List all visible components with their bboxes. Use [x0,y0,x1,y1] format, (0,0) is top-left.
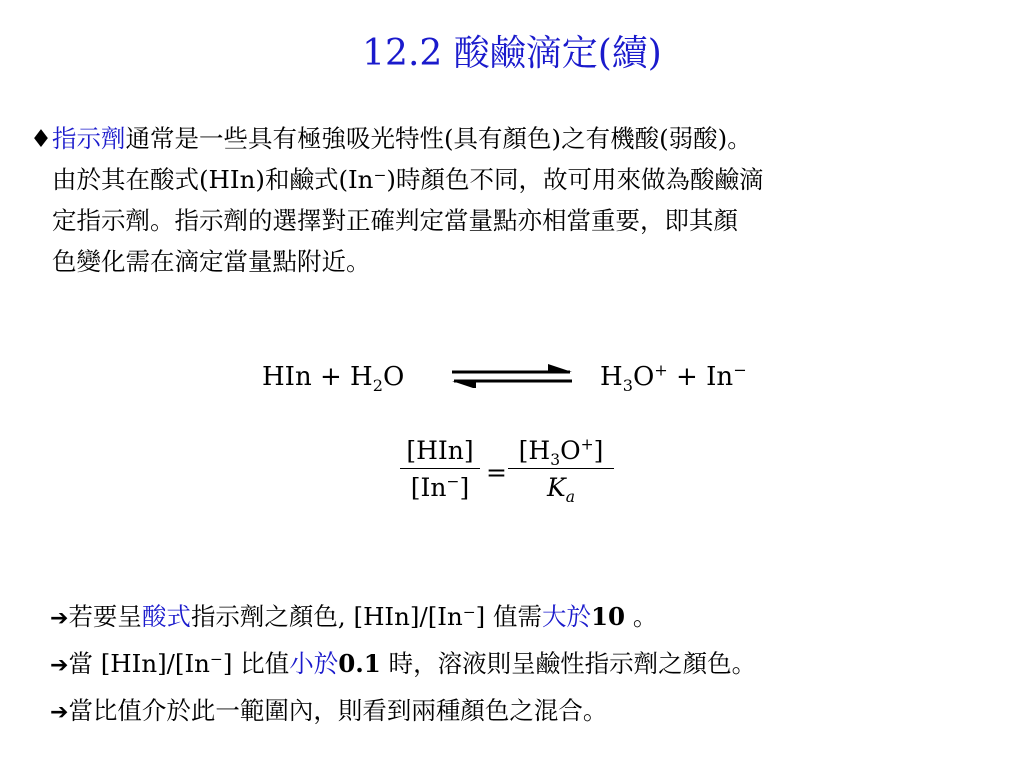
highlight-acid-form: 酸式 [141,602,191,631]
indicator-paragraph [30,118,1020,282]
concentration-ratio-fraction [400,436,480,502]
equals-sign: = [486,458,507,487]
fraction-numerator-hin: [HIn] [400,436,480,469]
right-arrow-icon: ➔ [50,700,69,725]
paragraph-line-2: 由於其在酸式(HIn)和鹼式(In⁻)時顏色不同，故可用來做為酸鹼滴 [52,165,764,194]
highlight-greater-than: 大於 [542,602,591,631]
fraction-numerator-h3o: $[H_3O^+]$ [508,436,614,469]
list-item: ➔當 [HIn]/[In⁻] 比值小於0.1 時，溶液則呈鹼性指示劑之顏色。 [50,649,757,678]
hydronium-over-ka-fraction [508,435,614,506]
reaction-products: $H_3O^+ + In^-$ [600,360,747,396]
ratio-equation [400,436,640,532]
threshold-value: 0.1 [338,649,381,678]
fraction-denominator-ka: $K_a$ [547,473,575,506]
paragraph-line-1-text: 通常是一些具有極強吸光特性(具有顏色)之有機酸(弱酸)。 [125,124,752,153]
paragraph-line-3: 定指示劑。指示劑的選擇對正確判定當量點亦相當重要，即其顏 [52,206,738,235]
slide-title: 12.2 酸鹼滴定(續) [362,33,662,74]
equilibrium-reaction [262,356,782,404]
list-item: ➔當比值介於此一範圍內，則看到兩種顏色之混合。 [50,696,608,725]
indicator-term: 指示劑 [51,124,126,153]
equilibrium-arrow-icon [450,364,574,388]
highlight-less-than: 小於 [289,649,339,678]
right-arrow-icon: ➔ [50,653,69,678]
conclusion-list [50,594,1010,735]
reaction-reactants: HIn + $H_2O$ [262,362,405,396]
diamond-bullet-icon: ♦ [30,124,52,153]
threshold-value: 10 [591,602,626,631]
paragraph-line-4: 色變化需在滴定當量點附近。 [52,247,371,276]
fraction-denominator-in: [In−] [410,472,470,502]
right-arrow-icon: ➔ [50,606,69,631]
paragraph-line-1 [30,118,1020,159]
list-item: ➔若要呈酸式指示劑之顏色, [HIn]/[In⁻] 值需大於10 。 [50,602,658,631]
